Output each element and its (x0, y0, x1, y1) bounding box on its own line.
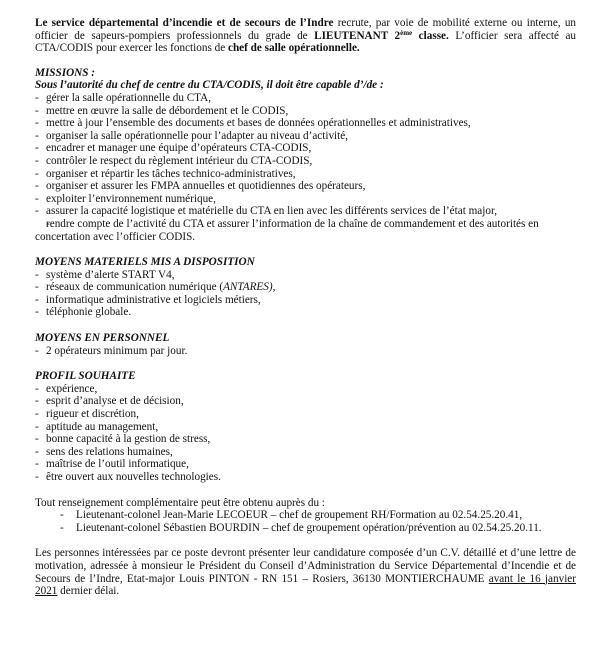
moyens-materiels-item: - téléphonie globale. (35, 306, 576, 319)
contacts-list (35, 509, 576, 534)
missions-title: MISSIONS : (35, 66, 96, 79)
moyens-personnel-list (35, 345, 576, 358)
mission-item: - mettre à jour l’ensemble des documents et bases de données opérationnelles et administratives, (35, 117, 576, 130)
mission-item: - contrôler le respect du règlement intérieur du CTA-CODIS, (35, 155, 576, 168)
antares-text: ANTARES), (223, 281, 276, 294)
intro-role: chef de salle opérationnelle. (227, 42, 360, 55)
moyens-personnel-title: MOYENS EN PERSONNEL (35, 332, 170, 345)
mission-item: - exploiter l’environnement numérique, (35, 193, 576, 206)
profil-item: - maîtrise de l’outil informatique, (35, 458, 576, 471)
profil-item: - aptitude au management, (35, 421, 576, 434)
moyens-materiels-item: - informatique administrative et logiciels métiers, (35, 294, 576, 307)
renseignement-text: Tout renseignement complémentaire peut être obtenu auprès du : (35, 496, 325, 509)
missions-subtitle: Sous l’autorité du chef de centre du CTA/CODIS, il doit être capable d’/de : (35, 79, 384, 92)
intro-paragraph (35, 17, 576, 55)
profil-item: - esprit d’analyse et de décision, (35, 395, 576, 408)
moyens-personnel-item: - 2 opérateurs minimum par jour. (35, 345, 576, 358)
deadline-text: avant le 16 janvier 2021 (35, 572, 576, 598)
contact-item: - Lieutenant-colonel Sébastien BOURDIN – chef de groupement opération/prévention au 02.54.25.20.11. (60, 522, 576, 535)
profil-title: PROFIL SOUHAITE (35, 370, 136, 383)
mission-item: - organiser et répartir les tâches technico-administratives, (35, 168, 576, 181)
mission-item: - rendre compte de l’activité du CTA et assurer l’information de la chaîne de commandement et des autorités en concertation avec l’officier CODIS. (35, 218, 576, 243)
mission-item: - assurer la capacité logistique et matérielle du CTA en lien avec les différents services de l’état major, (35, 205, 576, 218)
closing-suffix: dernier délai. (57, 585, 120, 598)
intro-grade-suffix: classe. (412, 29, 449, 42)
moyens-materiels-list (35, 269, 576, 319)
closing-text: Les personnes intéressées par ce poste devront présenter leur candidature composée d’un C.V. détaillé et d’une lettre de motivation, adressée à monsieur le Président du Conseil d’Administration du Service Départemental d’Incendie et de Secours de l’Indre, Etat-major Louis PINTON - RN 151 – Rosiers, 36130 MONTIERCHAUME (35, 547, 576, 585)
intro-org: Le service départemental d’incendie et de secours de l’Indre (35, 17, 334, 29)
intro-text-1: recrute, par voie de mobilité externe ou interne, un officier de sapeurs-pompiers professionnels du grade de (35, 17, 577, 42)
moyens-materiels-title: MOYENS MATERIELS MIS A DISPOSITION (35, 256, 255, 269)
profil-item: - expérience, (35, 383, 576, 396)
closing-paragraph (35, 547, 576, 597)
moyens-materiels-item-text: réseaux de communication numérique ( (46, 281, 224, 294)
mission-item: - organiser et assurer les FMPA annuelles et quotidiennes des opérateurs, (35, 180, 576, 193)
mission-item: - gérer la salle opérationnelle du CTA, (35, 92, 576, 105)
moyens-materiels-item (35, 281, 576, 294)
mission-item: - organiser la salle opérationnelle pour l’adapter au niveau d’activité, (35, 130, 576, 143)
mission-item: - mettre en œuvre la salle de débordement et le CODIS, (35, 105, 576, 118)
contact-item: - Lieutenant-colonel Jean-Marie LECOEUR – chef de groupement RH/Formation au 02.54.25.20.41, (60, 509, 576, 522)
profil-item: - bonne capacité à la gestion de stress, (35, 433, 576, 446)
mission-item: - encadrer et manager une équipe d’opérateurs CTA-CODIS, (35, 142, 576, 155)
intro-grade-text: LIEUTENANT 2 (314, 29, 401, 42)
profil-list (35, 383, 576, 484)
intro-text-2: L’officier sera affecté au CTA/CODIS pour exercer les fonctions de (35, 29, 577, 55)
profil-item: - sens des relations humaines, (35, 446, 576, 459)
profil-item: - rigueur et discrétion, (35, 408, 576, 421)
moyens-materiels-item: - système d’alerte START V4, (35, 269, 576, 282)
missions-list (35, 92, 576, 243)
profil-item: - être ouvert aux nouvelles technologies. (35, 471, 576, 484)
intro-grade (314, 30, 449, 42)
intro-grade-sup: ème (400, 28, 413, 37)
